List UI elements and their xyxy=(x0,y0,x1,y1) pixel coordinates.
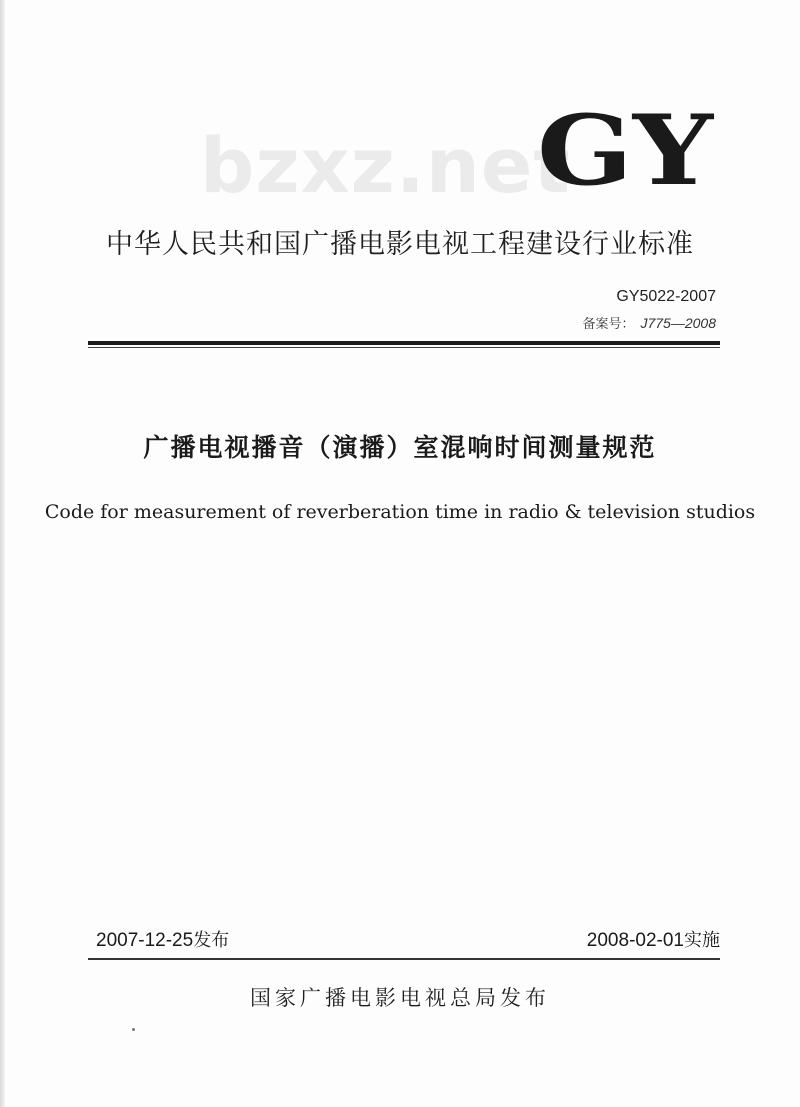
footer-rule xyxy=(88,958,720,960)
scan-edge xyxy=(0,0,5,1107)
issue-date-block xyxy=(96,926,229,952)
header-rule-thick xyxy=(88,341,720,345)
effective-date: 2008-02-01 xyxy=(586,930,684,951)
issue-word: 发布 xyxy=(193,930,230,951)
issuer-title: 中华人民共和国广播电影电视工程建设行业标准 xyxy=(106,229,694,260)
publisher: 国家广播电影电视总局发布 xyxy=(250,986,550,1010)
document-title-english: Code for measurement of reverberation time in radio & television studios xyxy=(44,501,756,523)
record-number: J775—2008 xyxy=(640,315,716,331)
watermark: bzxz.net xyxy=(200,121,571,210)
document-title-chinese: 广播电视播音（演播）室混响时间测量规范 xyxy=(143,433,657,462)
effective-date-block xyxy=(587,926,720,952)
effective-word: 实施 xyxy=(684,930,720,951)
issue-date: 2007-12-25 xyxy=(96,930,194,951)
gy-logo xyxy=(535,104,715,192)
header-rule-thin xyxy=(88,347,720,348)
scan-speck xyxy=(132,1028,135,1031)
record-number-line xyxy=(582,313,716,332)
standard-code: GY5022-2007 xyxy=(616,288,716,305)
gy-logo-text: GY xyxy=(537,104,715,192)
record-label: 备案号： xyxy=(582,317,635,332)
